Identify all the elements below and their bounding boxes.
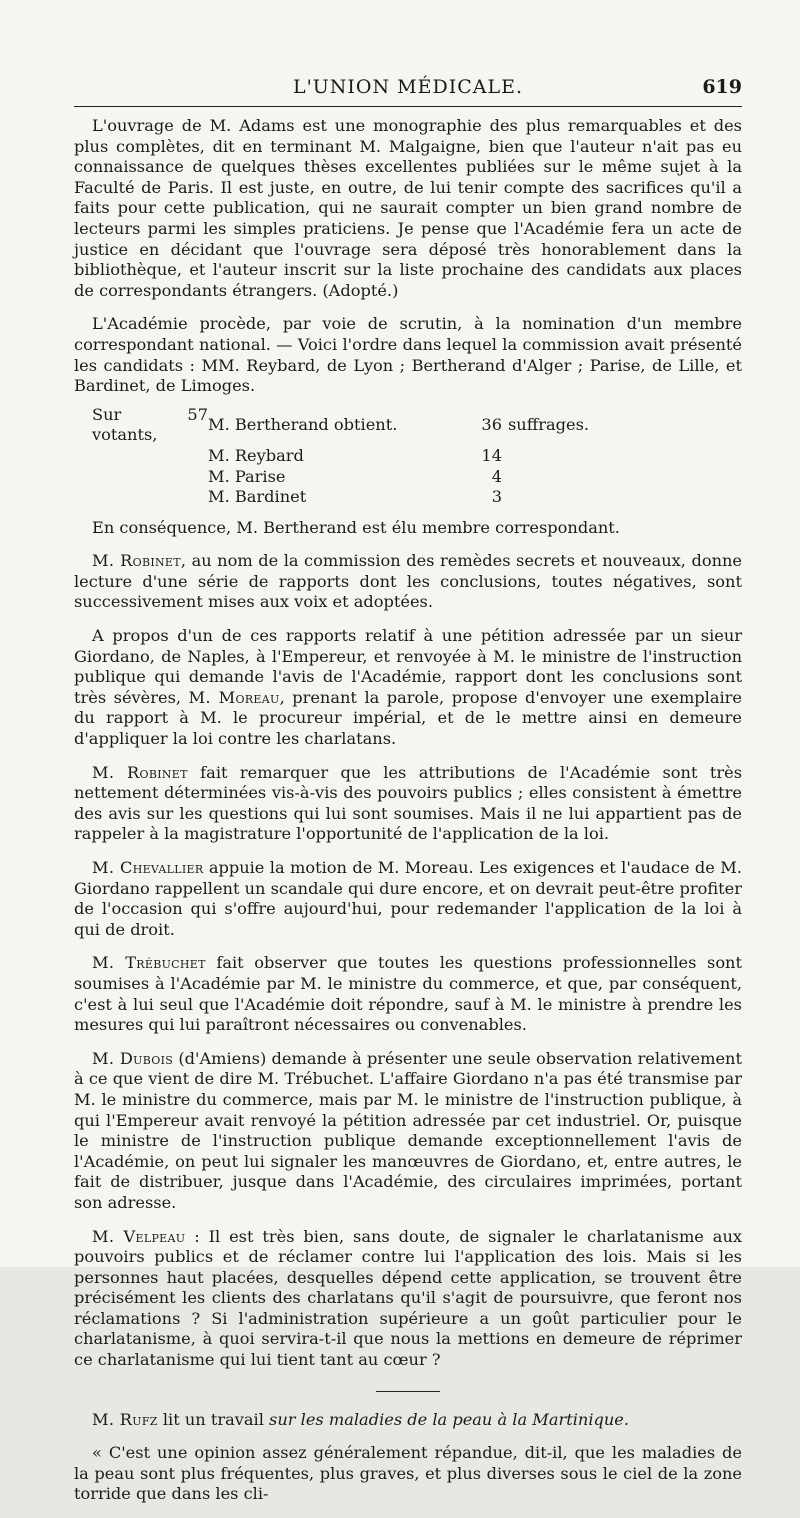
article-body [74, 116, 742, 1518]
page-number: 619 [702, 76, 742, 98]
speaker-name: M. Robinet [92, 551, 181, 571]
candidate-name: M. Reybard [208, 445, 304, 465]
vote-unit [508, 487, 589, 508]
vote-row [92, 487, 589, 508]
section-divider [376, 1391, 440, 1392]
paragraph-robinet-reports [74, 551, 742, 613]
candidate-name: M. Bardinet [208, 487, 307, 507]
candidate-name: M. Parise [208, 466, 286, 486]
candidate-name: M. Bertherand obtient. [208, 415, 398, 435]
work-title: sur les maladies de la peau à la Martinique. [269, 1409, 630, 1429]
vote-row [92, 405, 589, 446]
page-header [74, 74, 742, 104]
paragraph-text: (d'Amiens) demande à présenter une seule observation relativement à ce que vient de dire M. Trébuchet. L'affaire Giordano n'a pas été transmise par M. le ministre du commerce, mais par M. le ministre de l'instruction publique, à qui l'Empereur avait renvoyé la pétition adressée par cet industriel. Or, puisque le ministre de l'instruction publique demande exceptionnellement l'avis de l'Académie, on peut lui signaler les manœuvres de Giordano, et, entre autres, le fait de distribuer, jusque dans l'Académie, des circulaires imprimées, portant son adresse. [74, 1048, 742, 1212]
speaker-name: M. Trébuchet [92, 953, 206, 973]
paragraph-text: appuie la motion de M. Moreau. Les exigences et l'audace de M. Giordano rappellent un scandale qui dure encore, et on devrait peut-être profiter de l'occasion qui s'offre aujourd'hui, pour redemander l'application de la loi à qui de droit. [74, 858, 742, 939]
paragraph-giordano [74, 626, 742, 750]
vote-results-table [92, 405, 589, 508]
paragraph-result: En conséquence, M. Bertherand est élu membre correspondant. [92, 517, 620, 537]
paragraph-dubois [74, 1049, 742, 1214]
vote-count: 36 [481, 415, 502, 435]
speaker-name: M. Dubois [92, 1048, 174, 1068]
paragraph-velpeau [74, 1227, 742, 1371]
paragraph-rufz [74, 1410, 742, 1431]
paragraph-chevallier [74, 858, 742, 940]
speaker-name: M. Robinet [92, 762, 188, 782]
paragraph-trebuchet [74, 953, 742, 1035]
vote-lead: Sur 57 votants, [92, 404, 208, 445]
vote-unit [508, 446, 589, 467]
paragraph-text: lit un travail [157, 1409, 270, 1429]
speaker-name: M. Rufz [92, 1409, 158, 1429]
paragraph-adams: L'ouvrage de M. Adams est une monographie des plus remarquables et des plus complètes, dit en terminant M. Malgaigne, bien que l'auteur n'ait pas eu connaissance de quelques thèses excellentes publiées sur le même sujet à la Faculté de Paris. Il est juste, en outre, de lui tenir compte des sacrifices qu'il a faits pour cette publication, qui ne saurait compter un bien grand nombre de lecteurs parmi les simples praticiens. Je pense que l'Académie fera un acte de justice en décidant que l'ouvrage sera déposé très honorablement dans la bibliothèque, et l'auteur inscrit sur la liste prochaine des candidats aux places de correspondants étrangers. (Adopté.) [74, 116, 742, 300]
header-rule [74, 106, 742, 107]
vote-count: 4 [491, 466, 502, 486]
vote-row [92, 446, 589, 467]
paragraph-text: , au nom de la commission des remèdes secrets et nouveaux, donne lecture d'une série de rapports dont les conclusions, toutes négatives, sont successivement mises aux voix et adoptées. [74, 551, 743, 612]
vote-count: 3 [491, 487, 502, 507]
paragraph-election: L'Académie procède, par voie de scrutin, à la nomination d'un membre correspondant national. — Voici l'ordre dans lequel la commission avait présenté les candidats : MM. Reybard, de Lyon ; Bertherand d'Alger ; Parise, de Lille, et Bardinet, de Limoges. [74, 314, 742, 396]
paragraph-text: fait remarquer que les attributions de l'Académie sont très nettement déterminées vis-à-vis des pouvoirs publics ; elles consistent à émettre des avis sur les questions qui lui sont soumises. Mais il ne lui appartient pas de rappeler à la magistrature l'opportunité de l'application de la loi. [74, 762, 743, 844]
speaker-name: M. Velpeau [92, 1226, 186, 1246]
vote-unit [508, 467, 589, 488]
vote-row [92, 467, 589, 488]
paragraph-text: , prenant la parole, propose d'envoyer une exemplaire du rapport à M. le procureur impérial, et de le mettre ainsi en demeure d'appliquer la loi contre les charlatans. [74, 687, 742, 749]
speaker-name: M. Chevallier [92, 858, 204, 877]
paragraph-text: : Il est très bien, sans doute, de signaler le charlatanisme aux pouvoirs publics et de réclamer contre lui l'application des lois. Mais si les personnes haut placées, desquelles dépend cette application, se trouvent être précisément les clients des charlatans qu'il s'agit de poursuivre, que feront nos réclamations ? Si l'administration supérieure a un goût particulier pour le charlatanisme, à quoi servira-t-il que nous la mettions en demeure de réprimer ce charlatanisme qui lui tient tant au cœur ? [74, 1226, 742, 1370]
vote-count: 14 [481, 445, 502, 465]
paragraph-quote: « C'est une opinion assez généralement répandue, dit-il, que les maladies de la peau sont plus fréquentes, plus graves, et plus diverses sous le ciel de la zone torride que dans les cli- [74, 1443, 742, 1504]
speaker-name: M. Moreau [188, 687, 280, 707]
paragraph-robinet-remark [74, 763, 742, 845]
running-title: L'UNION MÉDICALE. [292, 76, 524, 98]
vote-unit: suffrages. [508, 415, 590, 435]
paragraph-text: fait observer que toutes les questions professionnelles sont soumises à l'Académie par M. le ministre du commerce, et que, par conséquent, c'est à lui seul que l'Académie doit répondre, sauf à M. le ministre à prendre les mesures qui lui paraîtront nécessaires ou convenables. [74, 953, 742, 1035]
paragraph-text: A propos d'un de ces rapports relatif à une pétition adressée par un sieur Giordano, de Naples, à l'Empereur, et renvoyée à M. le ministre de l'instruction publique qui demande l'avis de l'Académie, rapport dont les conclusions sont très sévères, [74, 626, 742, 707]
